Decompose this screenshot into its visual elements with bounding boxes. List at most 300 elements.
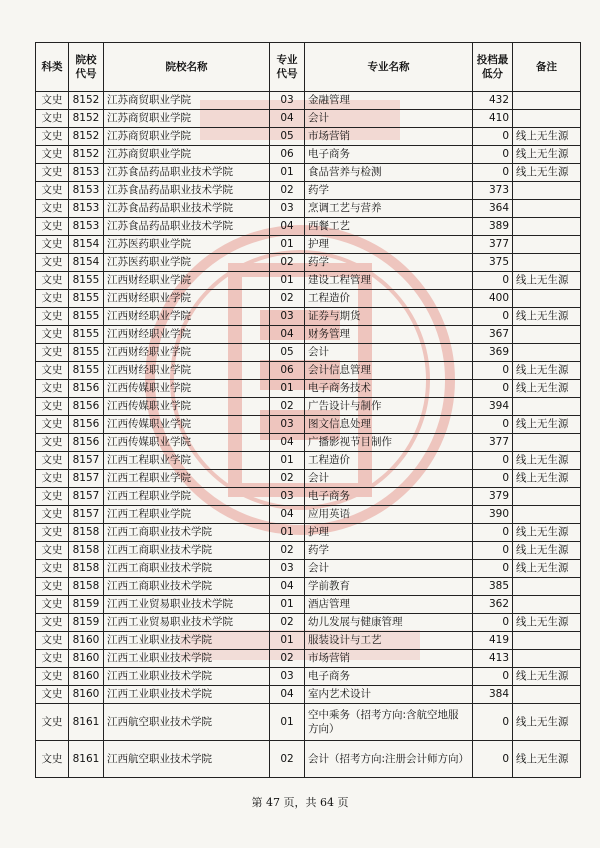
school-code-cell: 8157 [69, 470, 104, 488]
remark-cell: 线上无生源 [513, 380, 581, 398]
remark-cell [513, 290, 581, 308]
table-row [36, 506, 581, 524]
major-name-cell: 财务管理 [305, 326, 473, 344]
major-name-cell: 护理 [305, 524, 473, 542]
school-code-cell: 8158 [69, 560, 104, 578]
major-code-cell: 01 [270, 524, 305, 542]
major-name-cell: 广告设计与制作 [305, 398, 473, 416]
school-name-cell: 江西传媒职业学院 [104, 434, 270, 452]
min-score-cell: 0 [473, 380, 513, 398]
remark-cell: 线上无生源 [513, 128, 581, 146]
min-score-cell: 390 [473, 506, 513, 524]
table-row [36, 308, 581, 326]
major-name-cell: 会计（招考方向:注册会计师方向） [305, 741, 473, 778]
remark-cell: 线上无生源 [513, 272, 581, 290]
remark-cell [513, 398, 581, 416]
min-score-cell: 0 [473, 362, 513, 380]
school-name-cell: 江西传媒职业学院 [104, 398, 270, 416]
major-code-cell: 03 [270, 560, 305, 578]
min-score-cell: 364 [473, 200, 513, 218]
min-score-cell: 0 [473, 146, 513, 164]
header-category: 科类 [36, 43, 69, 92]
school-name-cell: 江西工业贸易职业技术学院 [104, 614, 270, 632]
major-code-cell: 01 [270, 236, 305, 254]
major-name-cell: 电子商务 [305, 146, 473, 164]
school-code-cell: 8159 [69, 596, 104, 614]
category-cell: 文史 [36, 200, 69, 218]
school-code-cell: 8153 [69, 218, 104, 236]
school-code-cell: 8155 [69, 326, 104, 344]
min-score-cell: 377 [473, 434, 513, 452]
school-code-cell: 8153 [69, 182, 104, 200]
school-name-cell: 江苏商贸职业学院 [104, 92, 270, 110]
major-name-cell: 图文信息处理 [305, 416, 473, 434]
major-code-cell: 06 [270, 362, 305, 380]
school-code-cell: 8155 [69, 272, 104, 290]
school-name-cell: 江西工业职业技术学院 [104, 668, 270, 686]
school-name-cell: 江西财经职业学院 [104, 344, 270, 362]
min-score-cell: 384 [473, 686, 513, 704]
school-code-cell: 8156 [69, 416, 104, 434]
table-row [36, 380, 581, 398]
min-score-cell: 410 [473, 110, 513, 128]
major-name-cell: 幼儿发展与健康管理 [305, 614, 473, 632]
school-code-cell: 8161 [69, 741, 104, 778]
school-code-cell: 8160 [69, 686, 104, 704]
major-code-cell: 02 [270, 398, 305, 416]
table-row [36, 362, 581, 380]
min-score-cell: 400 [473, 290, 513, 308]
school-name-cell: 江西工商职业技术学院 [104, 524, 270, 542]
major-code-cell: 02 [270, 182, 305, 200]
school-code-cell: 8156 [69, 398, 104, 416]
major-name-cell: 证券与期货 [305, 308, 473, 326]
table-row [36, 290, 581, 308]
remark-cell: 线上无生源 [513, 524, 581, 542]
school-name-cell: 江苏医药职业学院 [104, 254, 270, 272]
remark-cell [513, 200, 581, 218]
category-cell: 文史 [36, 470, 69, 488]
major-code-cell: 05 [270, 128, 305, 146]
remark-cell: 线上无生源 [513, 416, 581, 434]
table-row [36, 272, 581, 290]
table-row [36, 596, 581, 614]
major-code-cell: 02 [270, 741, 305, 778]
remark-cell [513, 686, 581, 704]
category-cell: 文史 [36, 434, 69, 452]
major-code-cell: 02 [270, 470, 305, 488]
major-name-cell: 空中乘务（招考方向:含航空地服方向） [305, 704, 473, 741]
category-cell: 文史 [36, 290, 69, 308]
school-code-cell: 8154 [69, 236, 104, 254]
school-name-cell: 江苏医药职业学院 [104, 236, 270, 254]
remark-cell: 线上无生源 [513, 614, 581, 632]
school-name-cell: 江西工业职业技术学院 [104, 632, 270, 650]
major-name-cell: 应用英语 [305, 506, 473, 524]
min-score-cell: 394 [473, 398, 513, 416]
major-code-cell: 01 [270, 632, 305, 650]
school-code-cell: 8156 [69, 380, 104, 398]
table-row [36, 470, 581, 488]
school-name-cell: 江西财经职业学院 [104, 308, 270, 326]
major-name-cell: 广播影视节目制作 [305, 434, 473, 452]
school-code-cell: 8157 [69, 488, 104, 506]
school-code-cell: 8157 [69, 506, 104, 524]
table-row [36, 218, 581, 236]
major-code-cell: 04 [270, 578, 305, 596]
table-row [36, 200, 581, 218]
major-name-cell: 学前教育 [305, 578, 473, 596]
admission-score-table [35, 42, 581, 778]
min-score-cell: 0 [473, 308, 513, 326]
major-name-cell: 电子商务 [305, 668, 473, 686]
school-name-cell: 江西财经职业学院 [104, 290, 270, 308]
category-cell: 文史 [36, 560, 69, 578]
major-name-cell: 电子商务 [305, 488, 473, 506]
school-name-cell: 江西传媒职业学院 [104, 380, 270, 398]
min-score-cell: 0 [473, 416, 513, 434]
remark-cell: 线上无生源 [513, 452, 581, 470]
table-row [36, 614, 581, 632]
school-code-cell: 8152 [69, 92, 104, 110]
school-code-cell: 8155 [69, 290, 104, 308]
min-score-cell: 373 [473, 182, 513, 200]
table-row [36, 128, 581, 146]
category-cell: 文史 [36, 182, 69, 200]
category-cell: 文史 [36, 452, 69, 470]
major-code-cell: 01 [270, 596, 305, 614]
school-name-cell: 江西工业职业技术学院 [104, 686, 270, 704]
table-header-row [36, 43, 581, 92]
major-name-cell: 金融管理 [305, 92, 473, 110]
header-remark: 备注 [513, 43, 581, 92]
category-cell: 文史 [36, 506, 69, 524]
remark-cell: 线上无生源 [513, 542, 581, 560]
header-min-score: 投档最低分 [473, 43, 513, 92]
category-cell: 文史 [36, 686, 69, 704]
school-code-cell: 8152 [69, 110, 104, 128]
school-code-cell: 8155 [69, 344, 104, 362]
school-code-cell: 8160 [69, 650, 104, 668]
major-code-cell: 04 [270, 434, 305, 452]
category-cell: 文史 [36, 326, 69, 344]
school-name-cell: 江苏食品药品职业技术学院 [104, 218, 270, 236]
school-code-cell: 8160 [69, 668, 104, 686]
category-cell: 文史 [36, 524, 69, 542]
category-cell: 文史 [36, 164, 69, 182]
min-score-cell: 362 [473, 596, 513, 614]
remark-cell [513, 218, 581, 236]
remark-cell: 线上无生源 [513, 668, 581, 686]
school-code-cell: 8155 [69, 308, 104, 326]
category-cell: 文史 [36, 542, 69, 560]
major-name-cell: 会计 [305, 110, 473, 128]
table-row [36, 416, 581, 434]
school-name-cell: 江西财经职业学院 [104, 272, 270, 290]
school-code-cell: 8158 [69, 542, 104, 560]
major-name-cell: 护理 [305, 236, 473, 254]
min-score-cell: 0 [473, 668, 513, 686]
remark-cell: 线上无生源 [513, 146, 581, 164]
school-name-cell: 江西航空职业技术学院 [104, 704, 270, 741]
remark-cell [513, 92, 581, 110]
major-name-cell: 室内艺术设计 [305, 686, 473, 704]
table-row [36, 398, 581, 416]
min-score-cell: 369 [473, 344, 513, 362]
category-cell: 文史 [36, 380, 69, 398]
remark-cell [513, 110, 581, 128]
min-score-cell: 0 [473, 164, 513, 182]
school-code-cell: 8155 [69, 362, 104, 380]
school-name-cell: 江西工程职业学院 [104, 488, 270, 506]
category-cell: 文史 [36, 650, 69, 668]
major-code-cell: 02 [270, 650, 305, 668]
min-score-cell: 389 [473, 218, 513, 236]
school-name-cell: 江苏商贸职业学院 [104, 110, 270, 128]
school-code-cell: 8156 [69, 434, 104, 452]
header-school-code: 院校代号 [69, 43, 104, 92]
school-name-cell: 江苏商贸职业学院 [104, 146, 270, 164]
school-code-cell: 8161 [69, 704, 104, 741]
school-name-cell: 江西工商职业技术学院 [104, 578, 270, 596]
major-name-cell: 药学 [305, 182, 473, 200]
major-name-cell: 市场营销 [305, 128, 473, 146]
major-name-cell: 酒店管理 [305, 596, 473, 614]
remark-cell: 线上无生源 [513, 362, 581, 380]
header-school-name: 院校名称 [104, 43, 270, 92]
remark-cell [513, 650, 581, 668]
major-name-cell: 会计 [305, 344, 473, 362]
major-name-cell: 食品营养与检测 [305, 164, 473, 182]
school-code-cell: 8152 [69, 128, 104, 146]
school-name-cell: 江苏食品药品职业技术学院 [104, 164, 270, 182]
table-row [36, 650, 581, 668]
school-code-cell: 8160 [69, 632, 104, 650]
major-code-cell: 02 [270, 254, 305, 272]
header-major-name: 专业名称 [305, 43, 473, 92]
table-row [36, 668, 581, 686]
school-name-cell: 江西工业贸易职业技术学院 [104, 596, 270, 614]
major-code-cell: 04 [270, 686, 305, 704]
min-score-cell: 0 [473, 560, 513, 578]
major-name-cell: 会计 [305, 560, 473, 578]
school-name-cell: 江苏食品药品职业技术学院 [104, 182, 270, 200]
major-name-cell: 工程造价 [305, 452, 473, 470]
table-row [36, 182, 581, 200]
table-row [36, 146, 581, 164]
major-code-cell: 02 [270, 614, 305, 632]
category-cell: 文史 [36, 398, 69, 416]
category-cell: 文史 [36, 488, 69, 506]
major-name-cell: 工程造价 [305, 290, 473, 308]
school-name-cell: 江西工业职业技术学院 [104, 650, 270, 668]
category-cell: 文史 [36, 218, 69, 236]
school-name-cell: 江西航空职业技术学院 [104, 741, 270, 778]
remark-cell [513, 578, 581, 596]
school-code-cell: 8159 [69, 614, 104, 632]
category-cell: 文史 [36, 272, 69, 290]
admission-table-page [35, 42, 580, 778]
category-cell: 文史 [36, 128, 69, 146]
remark-cell [513, 236, 581, 254]
major-name-cell: 西餐工艺 [305, 218, 473, 236]
category-cell: 文史 [36, 614, 69, 632]
min-score-cell: 0 [473, 272, 513, 290]
major-code-cell: 03 [270, 200, 305, 218]
table-row [36, 560, 581, 578]
min-score-cell: 0 [473, 614, 513, 632]
min-score-cell: 379 [473, 488, 513, 506]
table-row [36, 92, 581, 110]
table-row [36, 704, 581, 741]
school-name-cell: 江西工程职业学院 [104, 452, 270, 470]
major-name-cell: 药学 [305, 542, 473, 560]
table-row [36, 254, 581, 272]
remark-cell: 线上无生源 [513, 470, 581, 488]
category-cell: 文史 [36, 236, 69, 254]
major-name-cell: 会计 [305, 470, 473, 488]
major-code-cell: 04 [270, 506, 305, 524]
min-score-cell: 0 [473, 542, 513, 560]
major-name-cell: 市场营销 [305, 650, 473, 668]
table-row [36, 578, 581, 596]
major-name-cell: 电子商务技术 [305, 380, 473, 398]
table-row [36, 164, 581, 182]
remark-cell [513, 488, 581, 506]
school-code-cell: 8158 [69, 524, 104, 542]
min-score-cell: 367 [473, 326, 513, 344]
major-code-cell: 06 [270, 146, 305, 164]
school-code-cell: 8153 [69, 164, 104, 182]
major-code-cell: 01 [270, 380, 305, 398]
category-cell: 文史 [36, 110, 69, 128]
table-row [36, 110, 581, 128]
major-code-cell: 05 [270, 344, 305, 362]
min-score-cell: 419 [473, 632, 513, 650]
remark-cell [513, 182, 581, 200]
table-row [36, 326, 581, 344]
major-name-cell: 药学 [305, 254, 473, 272]
school-name-cell: 江西工程职业学院 [104, 470, 270, 488]
school-code-cell: 8158 [69, 578, 104, 596]
school-name-cell: 江西工商职业技术学院 [104, 560, 270, 578]
major-code-cell: 01 [270, 164, 305, 182]
table-row [36, 236, 581, 254]
major-code-cell: 03 [270, 416, 305, 434]
school-name-cell: 江西财经职业学院 [104, 326, 270, 344]
major-code-cell: 01 [270, 272, 305, 290]
category-cell: 文史 [36, 308, 69, 326]
school-code-cell: 8152 [69, 146, 104, 164]
major-code-cell: 03 [270, 668, 305, 686]
table-row [36, 434, 581, 452]
category-cell: 文史 [36, 578, 69, 596]
table-row [36, 344, 581, 362]
category-cell: 文史 [36, 92, 69, 110]
min-score-cell: 432 [473, 92, 513, 110]
major-name-cell: 会计信息管理 [305, 362, 473, 380]
page-footer: 第 47 页，共 64 页 [251, 796, 349, 809]
school-code-cell: 8153 [69, 200, 104, 218]
remark-cell: 线上无生源 [513, 741, 581, 778]
school-name-cell: 江苏食品药品职业技术学院 [104, 200, 270, 218]
major-code-cell: 03 [270, 488, 305, 506]
remark-cell [513, 434, 581, 452]
major-name-cell: 建设工程管理 [305, 272, 473, 290]
table-row [36, 524, 581, 542]
major-code-cell: 04 [270, 110, 305, 128]
min-score-cell: 0 [473, 128, 513, 146]
min-score-cell: 0 [473, 524, 513, 542]
category-cell: 文史 [36, 146, 69, 164]
table-row [36, 488, 581, 506]
major-code-cell: 02 [270, 542, 305, 560]
category-cell: 文史 [36, 632, 69, 650]
min-score-cell: 375 [473, 254, 513, 272]
major-name-cell: 烹调工艺与营养 [305, 200, 473, 218]
major-code-cell: 02 [270, 290, 305, 308]
remark-cell [513, 506, 581, 524]
header-major-code: 专业代号 [270, 43, 305, 92]
remark-cell [513, 344, 581, 362]
major-code-cell: 03 [270, 92, 305, 110]
min-score-cell: 385 [473, 578, 513, 596]
table-row [36, 686, 581, 704]
major-code-cell: 01 [270, 452, 305, 470]
category-cell: 文史 [36, 254, 69, 272]
min-score-cell: 0 [473, 470, 513, 488]
remark-cell: 线上无生源 [513, 704, 581, 741]
category-cell: 文史 [36, 362, 69, 380]
major-code-cell: 01 [270, 704, 305, 741]
remark-cell: 线上无生源 [513, 560, 581, 578]
min-score-cell: 0 [473, 452, 513, 470]
school-name-cell: 江西财经职业学院 [104, 362, 270, 380]
table-row [36, 741, 581, 778]
remark-cell: 线上无生源 [513, 308, 581, 326]
min-score-cell: 0 [473, 704, 513, 741]
category-cell: 文史 [36, 344, 69, 362]
category-cell: 文史 [36, 668, 69, 686]
category-cell: 文史 [36, 704, 69, 741]
remark-cell [513, 632, 581, 650]
major-name-cell: 服装设计与工艺 [305, 632, 473, 650]
school-name-cell: 江西工商职业技术学院 [104, 542, 270, 560]
category-cell: 文史 [36, 596, 69, 614]
major-code-cell: 04 [270, 218, 305, 236]
major-code-cell: 03 [270, 308, 305, 326]
category-cell: 文史 [36, 741, 69, 778]
remark-cell [513, 326, 581, 344]
table-row [36, 452, 581, 470]
remark-cell [513, 596, 581, 614]
school-name-cell: 江西传媒职业学院 [104, 416, 270, 434]
category-cell: 文史 [36, 416, 69, 434]
remark-cell: 线上无生源 [513, 164, 581, 182]
min-score-cell: 377 [473, 236, 513, 254]
min-score-cell: 413 [473, 650, 513, 668]
remark-cell [513, 254, 581, 272]
school-code-cell: 8154 [69, 254, 104, 272]
table-body [36, 92, 581, 778]
table-row [36, 542, 581, 560]
min-score-cell: 0 [473, 741, 513, 778]
school-code-cell: 8157 [69, 452, 104, 470]
school-name-cell: 江苏商贸职业学院 [104, 128, 270, 146]
major-code-cell: 04 [270, 326, 305, 344]
school-name-cell: 江西工程职业学院 [104, 506, 270, 524]
table-row [36, 632, 581, 650]
